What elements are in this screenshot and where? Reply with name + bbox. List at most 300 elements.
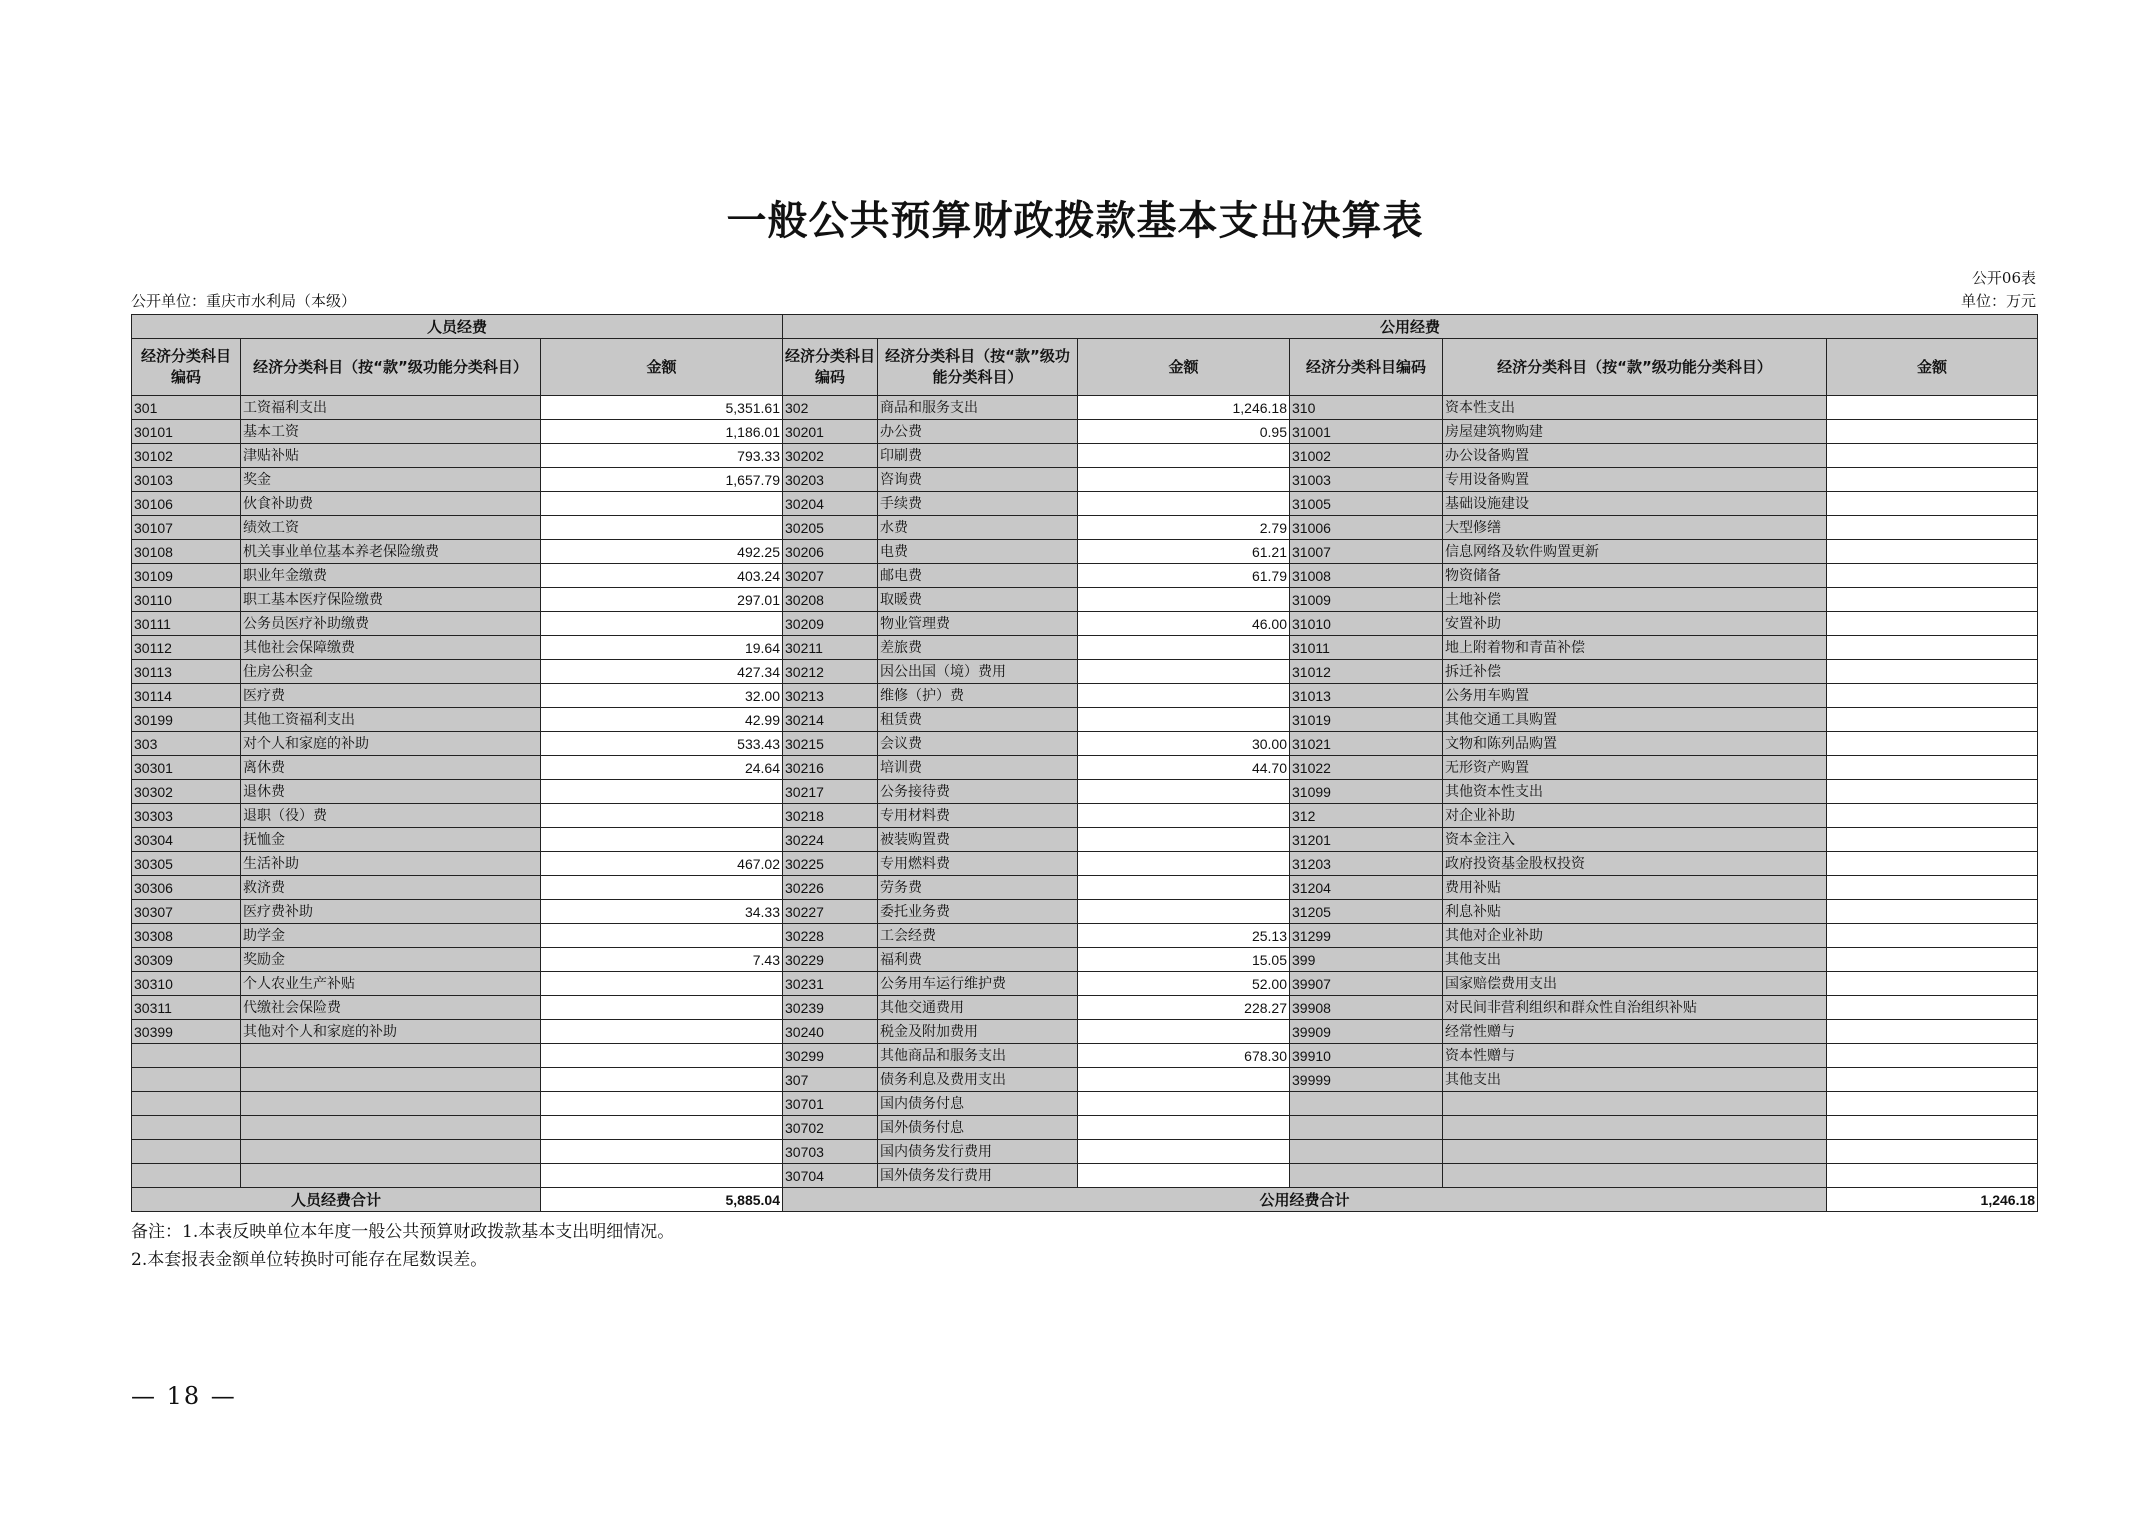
personnel-amount [541,924,783,948]
capital-item: 资本性支出 [1443,396,1827,420]
public-item: 国外债务发行费用 [878,1164,1078,1188]
personnel-amount [541,1092,783,1116]
table-row [132,1140,2038,1164]
table-row [132,468,2038,492]
capital-code: 399 [1290,948,1443,972]
capital-code: 31022 [1290,756,1443,780]
capital-amount [1827,636,2038,660]
public-item: 国内债务付息 [878,1092,1078,1116]
capital-item: 对民间非营利组织和群众性自治组织补贴 [1443,996,1827,1020]
capital-code: 31204 [1290,876,1443,900]
note-line: 2.本套报表金额单位转换时可能存在尾数误差。 [131,1250,488,1270]
public-amount: 46.00 [1078,612,1290,636]
personnel-item: 职工基本医疗保险缴费 [241,588,541,612]
personnel-item: 离休费 [241,756,541,780]
public-code: 30228 [783,924,878,948]
capital-item: 政府投资基金股权投资 [1443,852,1827,876]
column-header-row [132,339,2038,396]
public-item: 差旅费 [878,636,1078,660]
public-code: 30229 [783,948,878,972]
personnel-amount: 403.24 [541,564,783,588]
public-amount: 0.95 [1078,420,1290,444]
public-amount [1078,684,1290,708]
personnel-item: 基本工资 [241,420,541,444]
personnel-item [241,1164,541,1188]
table-row [132,1068,2038,1092]
capital-item: 拆迁补偿 [1443,660,1827,684]
totals-row [132,1188,2038,1212]
capital-item: 资本金注入 [1443,828,1827,852]
public-group-header: 公用经费 [783,315,2038,339]
capital-amount [1827,948,2038,972]
capital-amount [1827,420,2038,444]
personnel-code [132,1140,241,1164]
public-amount: 1,246.18 [1078,396,1290,420]
capital-code: 312 [1290,804,1443,828]
capital-item [1443,1116,1827,1140]
table-row [132,564,2038,588]
public-item: 因公出国（境）费用 [878,660,1078,684]
capital-code: 31021 [1290,732,1443,756]
capital-amount [1827,1020,2038,1044]
table-row [132,420,2038,444]
money-unit: 单位：万元 [1960,292,2036,310]
public-code: 302 [783,396,878,420]
capital-item: 对企业补助 [1443,804,1827,828]
personnel-code: 30306 [132,876,241,900]
personnel-amount [541,828,783,852]
capital-item: 国家赔偿费用支出 [1443,972,1827,996]
public-code: 30216 [783,756,878,780]
personnel-code: 30109 [132,564,241,588]
public-item: 手续费 [878,492,1078,516]
public-code: 30206 [783,540,878,564]
capital-amount [1827,1068,2038,1092]
public-code: 30225 [783,852,878,876]
public-code: 30227 [783,900,878,924]
personnel-amount [541,1116,783,1140]
personnel-total-label: 人员经费合计 [132,1188,541,1212]
personnel-code: 30399 [132,1020,241,1044]
personnel-code: 30199 [132,708,241,732]
public-amount: 25.13 [1078,924,1290,948]
capital-item: 安置补助 [1443,612,1827,636]
public-amount [1078,444,1290,468]
personnel-item: 退职（役）费 [241,804,541,828]
public-code: 30207 [783,564,878,588]
public-item: 被装购置费 [878,828,1078,852]
personnel-code [132,1044,241,1068]
col-header-name: 经济分类科目（按“款”级功能分类科目） [1443,339,1827,396]
table-row [132,1116,2038,1140]
group-header-row [132,315,2038,339]
capital-item [1443,1164,1827,1188]
public-item: 委托业务费 [878,900,1078,924]
col-header-name: 经济分类科目（按“款”级功能分类科目） [878,339,1078,396]
personnel-item: 其他对个人和家庭的补助 [241,1020,541,1044]
public-code: 30205 [783,516,878,540]
capital-item: 地上附着物和青苗补偿 [1443,636,1827,660]
public-amount [1078,1068,1290,1092]
personnel-amount [541,1020,783,1044]
personnel-amount [541,516,783,540]
public-item: 培训费 [878,756,1078,780]
personnel-item: 代缴社会保险费 [241,996,541,1020]
public-total-amount: 1,246.18 [1827,1188,2038,1212]
table-row [132,852,2038,876]
personnel-amount: 467.02 [541,852,783,876]
capital-item: 信息网络及软件购置更新 [1443,540,1827,564]
personnel-amount: 5,351.61 [541,396,783,420]
public-code: 30202 [783,444,878,468]
public-amount: 678.30 [1078,1044,1290,1068]
personnel-code: 30108 [132,540,241,564]
personnel-item: 个人农业生产补贴 [241,972,541,996]
capital-amount [1827,492,2038,516]
personnel-code [132,1068,241,1092]
table-row [132,540,2038,564]
capital-code: 31011 [1290,636,1443,660]
personnel-amount [541,612,783,636]
public-item: 国外债务付息 [878,1116,1078,1140]
personnel-amount: 297.01 [541,588,783,612]
public-amount: 61.79 [1078,564,1290,588]
public-code: 30231 [783,972,878,996]
capital-amount [1827,516,2038,540]
table-row [132,972,2038,996]
col-header-code: 经济分类科目编码 [783,339,878,396]
table-row [132,444,2038,468]
capital-code: 39909 [1290,1020,1443,1044]
capital-amount [1827,732,2038,756]
personnel-item: 公务员医疗补助缴费 [241,612,541,636]
personnel-code: 30307 [132,900,241,924]
personnel-amount [541,1044,783,1068]
public-code: 30208 [783,588,878,612]
capital-item: 利息补贴 [1443,900,1827,924]
capital-item: 其他支出 [1443,948,1827,972]
table-row [132,660,2038,684]
public-item: 债务利息及费用支出 [878,1068,1078,1092]
capital-code: 39910 [1290,1044,1443,1068]
personnel-code: 303 [132,732,241,756]
public-item: 公务用车运行维护费 [878,972,1078,996]
personnel-amount [541,1068,783,1092]
public-code: 30217 [783,780,878,804]
personnel-code: 30301 [132,756,241,780]
public-amount [1078,828,1290,852]
capital-amount [1827,756,2038,780]
public-code: 30224 [783,828,878,852]
col-header-amount: 金额 [541,339,783,396]
capital-item: 其他对企业补助 [1443,924,1827,948]
capital-code: 31007 [1290,540,1443,564]
capital-code: 31001 [1290,420,1443,444]
public-amount [1078,1140,1290,1164]
personnel-code [132,1092,241,1116]
public-code: 30209 [783,612,878,636]
personnel-item: 助学金 [241,924,541,948]
personnel-item: 抚恤金 [241,828,541,852]
personnel-amount: 427.34 [541,660,783,684]
public-code: 30299 [783,1044,878,1068]
public-code: 307 [783,1068,878,1092]
capital-item: 公务用车购置 [1443,684,1827,708]
personnel-code: 30101 [132,420,241,444]
capital-item: 资本性赠与 [1443,1044,1827,1068]
personnel-code: 30302 [132,780,241,804]
personnel-code: 30113 [132,660,241,684]
public-item: 专用材料费 [878,804,1078,828]
capital-code: 31299 [1290,924,1443,948]
public-amount [1078,876,1290,900]
capital-amount [1827,564,2038,588]
personnel-item: 伙食补助费 [241,492,541,516]
col-header-code: 经济分类科目编码 [132,339,241,396]
personnel-code: 30112 [132,636,241,660]
table-row [132,1044,2038,1068]
capital-item: 基础设施建设 [1443,492,1827,516]
capital-code: 31019 [1290,708,1443,732]
page-title: 一般公共预算财政拨款基本支出决算表 [726,197,1424,244]
personnel-code [132,1164,241,1188]
personnel-amount: 533.43 [541,732,783,756]
reporting-unit: 公开单位：重庆市水利局（本级） [131,292,357,310]
personnel-code: 30308 [132,924,241,948]
public-item: 维修（护）费 [878,684,1078,708]
capital-amount [1827,468,2038,492]
public-code: 30702 [783,1116,878,1140]
personnel-amount: 492.25 [541,540,783,564]
capital-amount [1827,612,2038,636]
public-item: 税金及附加费用 [878,1020,1078,1044]
personnel-item: 机关事业单位基本养老保险缴费 [241,540,541,564]
public-code: 30218 [783,804,878,828]
personnel-item: 医疗费补助 [241,900,541,924]
personnel-item: 住房公积金 [241,660,541,684]
capital-code: 39999 [1290,1068,1443,1092]
personnel-item: 其他工资福利支出 [241,708,541,732]
table-row [132,1020,2038,1044]
personnel-item: 津贴补贴 [241,444,541,468]
public-code: 30203 [783,468,878,492]
personnel-item: 生活补助 [241,852,541,876]
public-code: 30215 [783,732,878,756]
capital-amount [1827,588,2038,612]
capital-code: 31008 [1290,564,1443,588]
personnel-item [241,1044,541,1068]
capital-item: 房屋建筑物购建 [1443,420,1827,444]
table-row [132,780,2038,804]
capital-code [1290,1140,1443,1164]
table-row [132,1092,2038,1116]
capital-item: 土地补偿 [1443,588,1827,612]
capital-amount [1827,540,2038,564]
capital-item: 其他交通工具购置 [1443,708,1827,732]
capital-amount [1827,1140,2038,1164]
capital-code: 31006 [1290,516,1443,540]
table-row [132,396,2038,420]
personnel-amount: 1,657.79 [541,468,783,492]
public-item: 电费 [878,540,1078,564]
capital-code [1290,1116,1443,1140]
table-row [132,492,2038,516]
public-item: 商品和服务支出 [878,396,1078,420]
personnel-item: 对个人和家庭的补助 [241,732,541,756]
capital-code: 31005 [1290,492,1443,516]
public-amount [1078,588,1290,612]
personnel-item: 其他社会保障缴费 [241,636,541,660]
capital-amount [1827,396,2038,420]
public-code: 30214 [783,708,878,732]
personnel-code: 30303 [132,804,241,828]
public-amount [1078,1164,1290,1188]
public-amount: 61.21 [1078,540,1290,564]
capital-code: 31205 [1290,900,1443,924]
public-code: 30226 [783,876,878,900]
personnel-item [241,1140,541,1164]
personnel-amount [541,1140,783,1164]
table-row [132,1164,2038,1188]
personnel-code: 30103 [132,468,241,492]
personnel-total-amount: 5,885.04 [541,1188,783,1212]
personnel-item [241,1116,541,1140]
public-code: 30201 [783,420,878,444]
table-row [132,684,2038,708]
capital-amount [1827,924,2038,948]
table-row [132,708,2038,732]
table-row [132,516,2038,540]
table-row [132,900,2038,924]
personnel-group-header: 人员经费 [132,315,783,339]
table-row [132,876,2038,900]
personnel-amount [541,996,783,1020]
capital-amount [1827,828,2038,852]
personnel-code: 30106 [132,492,241,516]
table-row [132,804,2038,828]
personnel-amount [541,804,783,828]
personnel-amount: 1,186.01 [541,420,783,444]
public-item: 专用燃料费 [878,852,1078,876]
public-item: 公务接待费 [878,780,1078,804]
public-amount [1078,636,1290,660]
public-code: 30701 [783,1092,878,1116]
public-amount: 52.00 [1078,972,1290,996]
unit-line [131,291,2036,311]
capital-code: 31013 [1290,684,1443,708]
capital-code [1290,1092,1443,1116]
public-item: 其他交通费用 [878,996,1078,1020]
col-header-code: 经济分类科目编码 [1290,339,1443,396]
public-code: 30703 [783,1140,878,1164]
public-item: 工会经费 [878,924,1078,948]
public-amount [1078,900,1290,924]
capital-item: 其他资本性支出 [1443,780,1827,804]
public-item: 邮电费 [878,564,1078,588]
public-amount [1078,1092,1290,1116]
public-item: 物业管理费 [878,612,1078,636]
public-amount [1078,780,1290,804]
table-row [132,828,2038,852]
table-row [132,924,2038,948]
personnel-item: 奖励金 [241,948,541,972]
public-amount [1078,852,1290,876]
capital-item [1443,1140,1827,1164]
capital-code: 31010 [1290,612,1443,636]
public-amount: 228.27 [1078,996,1290,1020]
personnel-code: 30111 [132,612,241,636]
public-code: 30204 [783,492,878,516]
capital-code: 31201 [1290,828,1443,852]
personnel-amount: 7.43 [541,948,783,972]
public-item: 福利费 [878,948,1078,972]
personnel-item: 救济费 [241,876,541,900]
capital-code: 31009 [1290,588,1443,612]
public-code: 30213 [783,684,878,708]
personnel-code: 30114 [132,684,241,708]
personnel-code: 30309 [132,948,241,972]
public-amount: 2.79 [1078,516,1290,540]
capital-code: 31012 [1290,660,1443,684]
public-item: 会议费 [878,732,1078,756]
public-amount [1078,708,1290,732]
personnel-amount: 19.64 [541,636,783,660]
capital-code: 310 [1290,396,1443,420]
personnel-amount: 24.64 [541,756,783,780]
table-row [132,612,2038,636]
capital-code: 31203 [1290,852,1443,876]
public-item: 取暖费 [878,588,1078,612]
capital-item: 无形资产购置 [1443,756,1827,780]
public-code: 30239 [783,996,878,1020]
capital-item: 专用设备购置 [1443,468,1827,492]
capital-item: 办公设备购置 [1443,444,1827,468]
personnel-item: 奖金 [241,468,541,492]
personnel-code: 30311 [132,996,241,1020]
public-code: 30704 [783,1164,878,1188]
capital-amount [1827,996,2038,1020]
col-header-amount: 金额 [1078,339,1290,396]
form-number: 公开06表 [1971,269,2036,287]
personnel-item: 工资福利支出 [241,396,541,420]
capital-amount [1827,684,2038,708]
public-amount [1078,1020,1290,1044]
table-row [132,756,2038,780]
personnel-code: 30110 [132,588,241,612]
capital-item: 物资储备 [1443,564,1827,588]
capital-amount [1827,1116,2038,1140]
capital-item [1443,1092,1827,1116]
personnel-item: 退休费 [241,780,541,804]
personnel-amount [541,780,783,804]
capital-code [1290,1164,1443,1188]
capital-amount [1827,1092,2038,1116]
public-amount [1078,468,1290,492]
capital-code: 39907 [1290,972,1443,996]
capital-amount [1827,708,2038,732]
personnel-item: 医疗费 [241,684,541,708]
capital-item: 费用补贴 [1443,876,1827,900]
capital-code: 31003 [1290,468,1443,492]
public-item: 租赁费 [878,708,1078,732]
expenditure-table [131,314,2038,1212]
capital-item: 文物和陈列品购置 [1443,732,1827,756]
col-header-amount: 金额 [1827,339,2038,396]
personnel-amount [541,492,783,516]
public-amount: 15.05 [1078,948,1290,972]
table-row [132,732,2038,756]
table-row [132,996,2038,1020]
